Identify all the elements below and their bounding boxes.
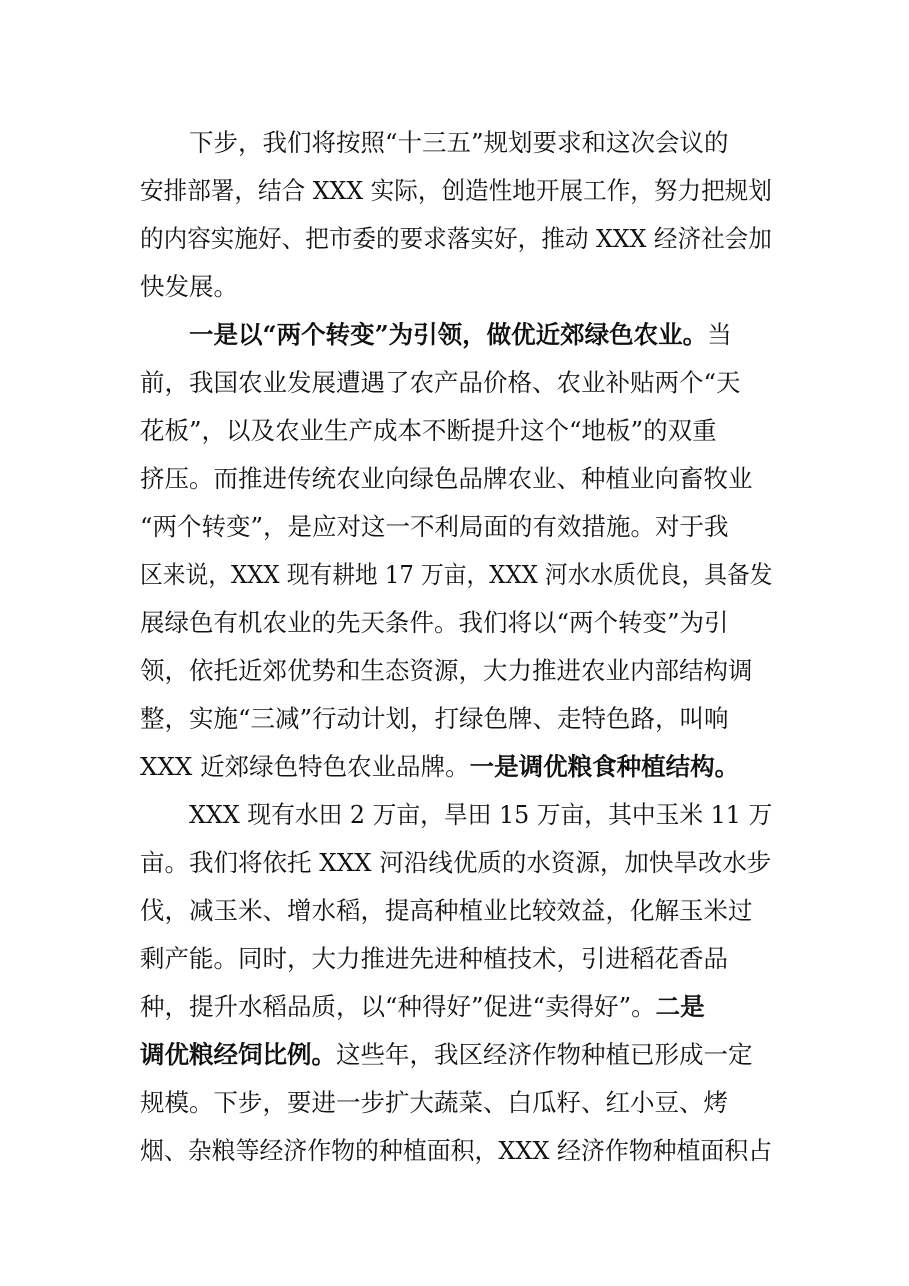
text-line [140, 1031, 753, 1079]
text-line [189, 791, 772, 839]
text-line [140, 263, 238, 311]
text-run: 下步，我们将按照“十三五”规划要求和这次会议的 [189, 128, 729, 157]
bold-subheading: 一是调优粮食种植结构。 [469, 752, 740, 781]
text-run: 亩。我们将依托 XXX 河沿线优质的水资源，加快旱改水步 [140, 848, 772, 877]
text-line [140, 1079, 728, 1127]
text-line [189, 119, 729, 167]
text-run: 领，依托近郊优势和生态资源，大力推进农业内部结构调 [140, 656, 753, 685]
text-line [140, 599, 729, 647]
text-line [140, 935, 728, 983]
text-run: “两个转变”，是应对这一不利局面的有效措施。对于我 [140, 512, 729, 541]
text-line [140, 407, 717, 455]
text-run: 的内容实施好、把市委的要求落实好，推动 XXX 经济社会加 [140, 224, 772, 253]
text-run: 区来说，XXX 现有耕地 17 万亩，XXX 河水水质优良，具备发 [140, 560, 773, 589]
text-run: 当 [707, 320, 732, 349]
text-line [140, 743, 739, 791]
text-line [140, 455, 753, 503]
bold-subheading: 调优粮经饲比例。 [140, 1040, 336, 1069]
text-run: XXX 近郊绿色特色农业品牌。 [140, 752, 470, 781]
text-line [140, 167, 772, 215]
text-run: 花板”，以及农业生产成本不断提升这个“地板”的双重 [140, 416, 717, 445]
text-run: 快发展。 [140, 272, 238, 301]
text-line [140, 215, 772, 263]
text-line [189, 311, 732, 359]
text-run: 规模。下步，要进一步扩大蔬菜、白瓜籽、红小豆、烤 [140, 1088, 728, 1117]
text-line [140, 983, 705, 1031]
text-line [140, 1127, 772, 1175]
text-line [140, 647, 753, 695]
text-run: 安排部署，结合 XXX 实际，创造性地开展工作，努力把规划 [140, 176, 772, 205]
text-run: XXX 现有水田 2 万亩，旱田 15 万亩，其中玉米 11 万 [189, 800, 773, 829]
bold-subheading: 二是 [655, 992, 705, 1021]
text-run: 种，提升水稻品质，以“种得好”促进“卖得好”。 [140, 992, 656, 1021]
text-run: 展绿色有机农业的先天条件。我们将以“两个转变”为引 [140, 608, 729, 637]
text-line [140, 503, 729, 551]
text-run: 伐，减玉米、增水稻，提高种植业比较效益，化解玉米过 [140, 896, 753, 925]
text-run: 剩产能。同时，大力推进先进种植技术，引进稻花香品 [140, 944, 728, 973]
text-line [140, 551, 772, 599]
text-line [140, 839, 771, 887]
bold-heading: 一是以“两个转变”为引领，做优近郊绿色农业。 [189, 320, 708, 349]
text-line [140, 695, 729, 743]
text-line [140, 359, 741, 407]
text-run: 前，我国农业发展遭遇了农产品价格、农业补贴两个“天 [140, 368, 741, 397]
text-run: 这些年，我区经济作物种植已形成一定 [336, 1040, 753, 1069]
text-line [140, 887, 753, 935]
text-run: 整，实施“三减”行动计划，打绿色牌、走特色路，叫响 [140, 704, 729, 733]
text-run: 烟、杂粮等经济作物的种植面积，XXX 经济作物种植面积占 [140, 1136, 773, 1165]
text-run: 挤压。而推进传统农业向绿色品牌农业、种植业向畜牧业 [140, 464, 753, 493]
